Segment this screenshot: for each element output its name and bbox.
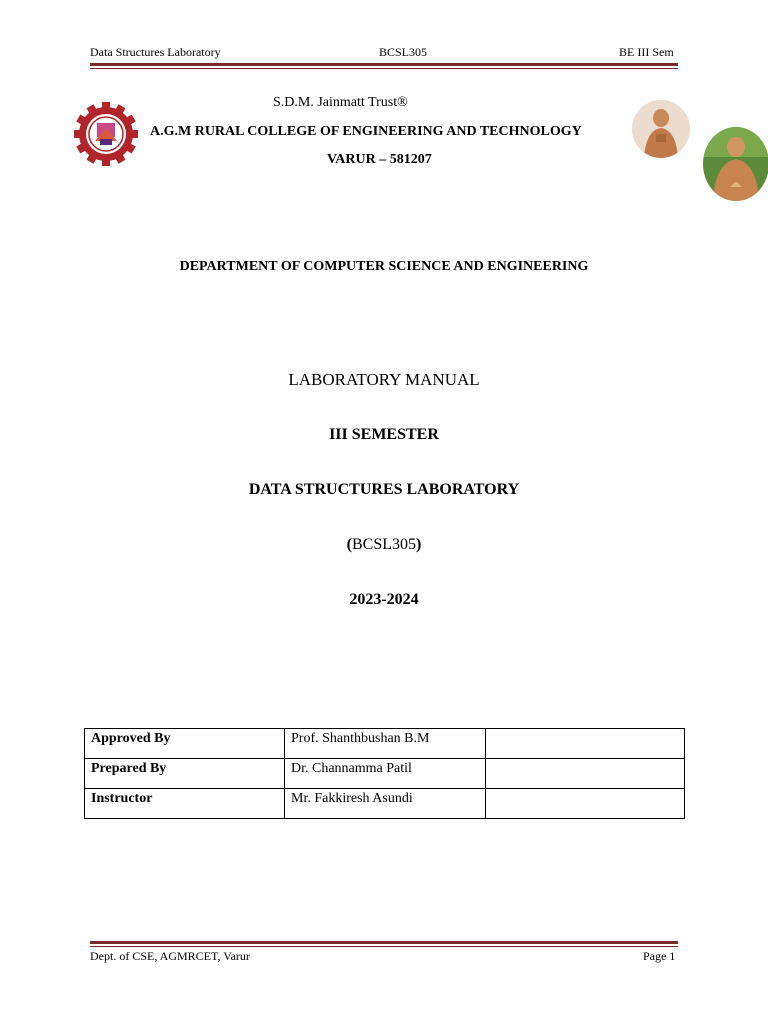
- portrait-photo-2: [703, 127, 768, 201]
- semester-label: III SEMESTER: [329, 426, 439, 443]
- footer-rule-thin: [90, 946, 678, 947]
- course-code-value: BCSL305: [351, 536, 416, 553]
- table-row: [85, 789, 685, 819]
- trust-name: S.D.M. Jainmatt Trust®: [273, 95, 408, 110]
- sign-cell: [486, 759, 685, 789]
- college-name: A.G.M RURAL COLLEGE OF ENGINEERING AND TECHNOLOGY: [150, 124, 582, 139]
- college-logo: [73, 101, 139, 167]
- header-rule-thin: [90, 68, 678, 69]
- table-row: [85, 729, 685, 759]
- sign-cell: [486, 729, 685, 759]
- course-code: [0, 536, 768, 554]
- table-row: [85, 759, 685, 789]
- college-address: VARUR – 581207: [327, 152, 432, 167]
- footer-right: Page 1: [643, 949, 676, 963]
- course-code-open: (: [346, 536, 352, 553]
- portrait-photo-1: [632, 100, 690, 158]
- header-left: Data Structures Laboratory: [90, 45, 221, 59]
- footer-rule-thick: [90, 941, 678, 944]
- signature-table: [84, 728, 685, 819]
- role-cell: Instructor: [85, 789, 285, 819]
- academic-year: 2023-2024: [349, 591, 419, 608]
- subject-title: DATA STRUCTURES LABORATORY: [248, 481, 520, 498]
- header-rule-thick: [90, 63, 678, 66]
- header-right: BE III Sem: [619, 45, 674, 59]
- header-center: BCSL305: [379, 45, 428, 59]
- course-code-close: ): [416, 536, 422, 553]
- role-cell: Prepared By: [85, 759, 285, 789]
- manual-title: LABORATORY MANUAL: [288, 370, 480, 389]
- sign-cell: [486, 789, 685, 819]
- footer-left: Dept. of CSE, AGMRCET, Varur: [90, 949, 250, 963]
- department-name: DEPARTMENT OF COMPUTER SCIENCE AND ENGINEERING: [179, 259, 589, 274]
- role-cell: Approved By: [85, 729, 285, 759]
- name-cell: Mr. Fakkiresh Asundi: [285, 789, 486, 819]
- name-cell: Prof. Shanthbushan B.M: [285, 729, 486, 759]
- name-cell: Dr. Channamma Patil: [285, 759, 486, 789]
